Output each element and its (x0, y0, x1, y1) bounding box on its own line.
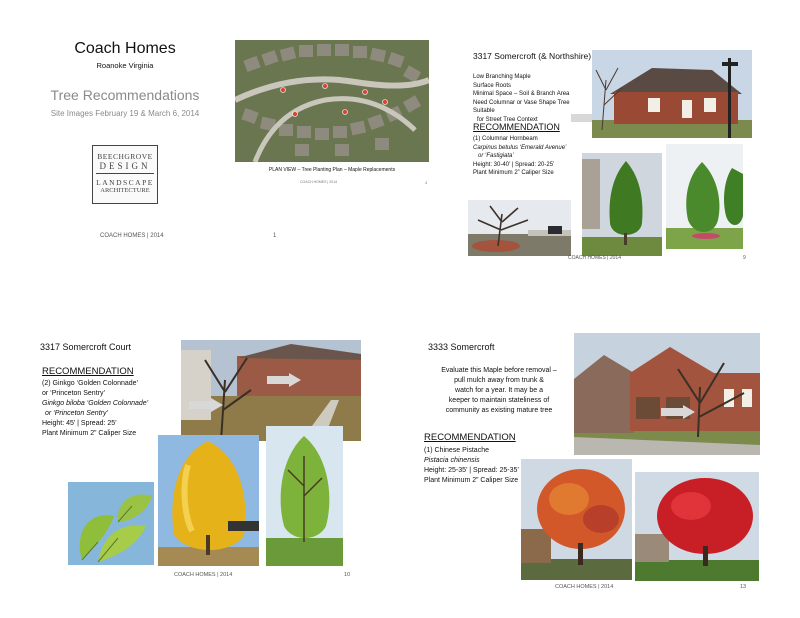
company-logo (92, 145, 158, 204)
slide-title: 3317 Somercroft (& Northshire) (473, 51, 592, 61)
title: Coach Homes (74, 40, 176, 57)
recommendation-details (42, 379, 182, 439)
tree-photo-street (468, 200, 571, 256)
footer: COACH HOMES | 2014 (300, 180, 338, 184)
heading: Tree Recommendations (50, 87, 200, 103)
rec-line-5: Plant Minimum 2” Caliper Size (473, 170, 554, 176)
note-line-2: pull mulch away from trunk & (454, 377, 544, 384)
note-4: Need Columnar or Vase Shape Tree Suitable (473, 99, 570, 114)
rec-line-4: Height: 30-40’ | Spread: 20-25’ (473, 161, 555, 168)
recommendation-heading: RECOMMENDATION (42, 366, 134, 377)
rec-line-4: Plant Minimum 2” Caliper Size (424, 477, 519, 484)
rec-line-4: or ‘Princeton Sentry’ (45, 410, 109, 417)
note-line-4: keeper to maintain stateliness of (448, 397, 550, 404)
note-line-3: watch for a year. It may be a (455, 387, 543, 394)
note-3: Minimal Space – Soil & Branch Area (473, 91, 570, 97)
rec-line-1: (1) Columnar Hornbeam (473, 136, 538, 142)
note-2: Surface Roots (473, 82, 512, 89)
rec-line-3: Ginkgo biloba ‘Golden Colonnade’ (42, 400, 149, 407)
recommendation-details (473, 135, 593, 178)
subtitle: Roanoke Virginia (96, 61, 154, 70)
footer: COACH HOMES | 2014 (174, 572, 233, 578)
golden-ginkgo-photo (158, 435, 259, 566)
logo-line-2: DESIGN (96, 161, 154, 174)
footer: COACH HOMES | 2014 (568, 255, 621, 261)
hornbeam-photo-2 (666, 144, 743, 249)
footer: COACH HOMES | 2014 (555, 584, 614, 590)
page-number: 9 (743, 255, 746, 261)
logo-line-1: BEECHGROVE (97, 152, 153, 161)
note-line-5: community as existing mature tree (445, 407, 553, 414)
rec-line-2: Carpinus betulus ‘Emerald Avenue’ (473, 144, 567, 151)
arrow-icon (189, 398, 223, 412)
pistache-photo-1 (521, 459, 632, 580)
rec-line-1: (1) Chinese Pistache (424, 447, 489, 454)
page-number: 1 (273, 233, 277, 239)
rec-line-1: (2) Ginkgo ‘Golden Colonnade’ (42, 380, 139, 387)
ginkgo-leaf-photo (68, 482, 154, 565)
rec-line-2: or ‘Princeton Sentry’ (42, 390, 106, 397)
logo-line-4: ARCHITECTURE (100, 187, 150, 194)
hornbeam-photo-1 (582, 153, 662, 256)
pistache-photo-2 (635, 472, 759, 581)
evaluation-note (424, 366, 574, 416)
rec-line-3: or ‘Fastigiata’ (478, 153, 514, 159)
footer: COACH HOMES | 2014 (100, 233, 164, 239)
rec-line-2: Pistacia chinensis (424, 457, 480, 464)
rec-line-5: Height: 45’ | Spread: 25’ (42, 420, 117, 427)
dates: Site Images February 19 & March 6, 2014 (50, 109, 200, 118)
logo-line-3: LANDSCAPE (96, 178, 154, 187)
plan-caption: PLAN VIEW – Tree Planting Plan – Maple Replacements (268, 167, 396, 173)
page-number: 10 (344, 572, 351, 578)
brick-house-photo (574, 333, 760, 455)
house-photo (592, 50, 752, 138)
recommendation-heading: RECOMMENDATION (473, 122, 560, 132)
arrow-icon (661, 405, 695, 419)
note-1: Low Branching Maple (473, 74, 531, 80)
page-number: 13 (740, 584, 747, 590)
slide-title: 3333 Somercroft (428, 342, 495, 352)
aerial-plan-image (235, 40, 429, 162)
rec-line-6: Plant Minimum 2” Caliper Size (42, 430, 137, 437)
green-ginkgo-photo (266, 426, 343, 566)
page-number: 4 (425, 180, 428, 185)
note-line-1: Evaluate this Maple before removal – (441, 367, 557, 374)
arrow-icon (267, 373, 301, 387)
recommendation-heading: RECOMMENDATION (424, 432, 516, 443)
note-5: for Street Tree Context (477, 116, 538, 123)
rec-line-3: Height: 25-35’ | Spread: 25-35’ (424, 467, 519, 474)
slide-title: 3317 Somercroft Court (40, 342, 132, 352)
